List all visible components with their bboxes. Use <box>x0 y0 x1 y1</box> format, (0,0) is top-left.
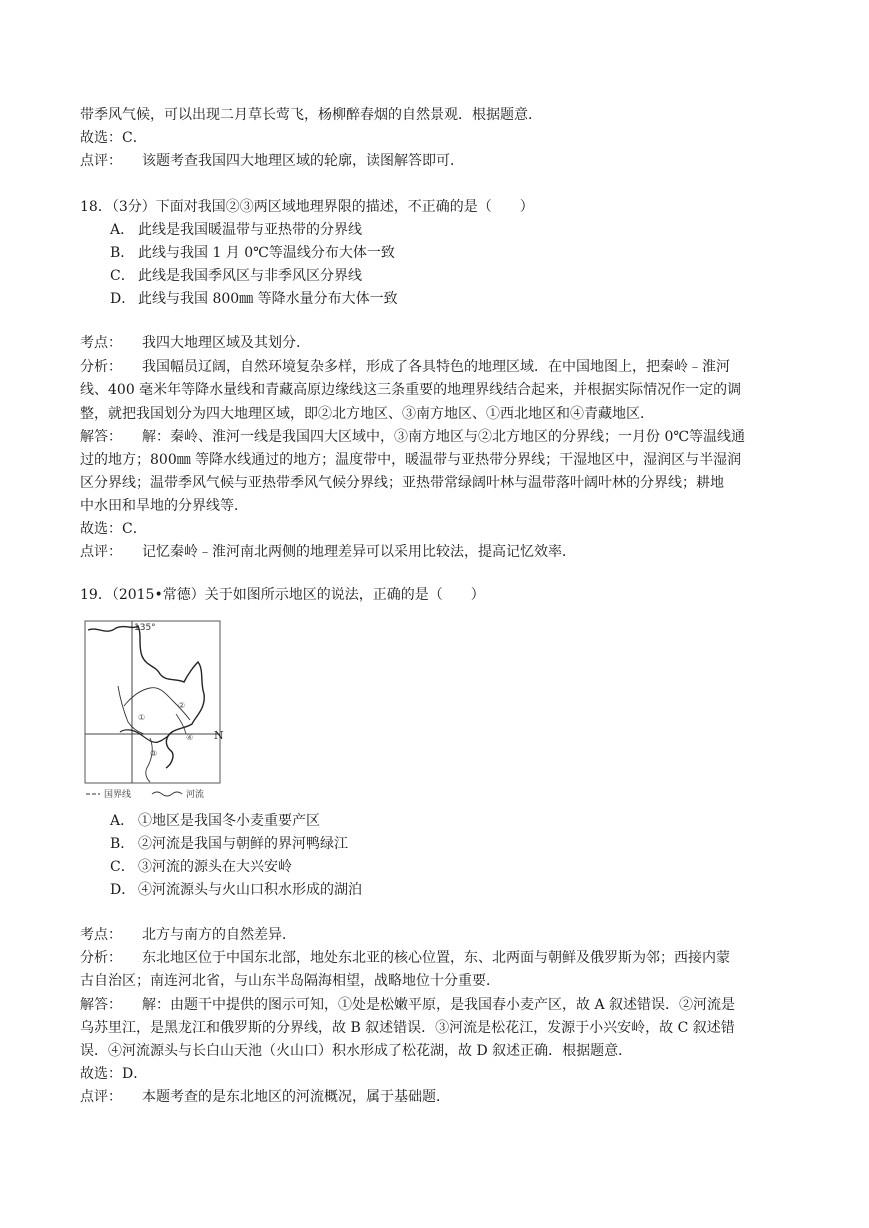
option-letter: D． <box>110 882 136 898</box>
option-letter: B． <box>110 836 135 852</box>
q19-answer: 故选：D． <box>80 1066 148 1082</box>
q18-option-c <box>110 266 362 286</box>
option-text: 此线是我国季风区与非季风区分界线 <box>138 268 362 284</box>
region-marker-4: ④ <box>186 733 194 742</box>
option-letter: A． <box>110 813 135 829</box>
q18-answer: 故选：C． <box>80 521 147 537</box>
q19-option-a <box>110 811 320 831</box>
q19-jieda-line-1 <box>80 995 735 1015</box>
q19-stem: 19．（2015•常德）关于如图所示地区的说法，正确的是（ ） <box>80 587 485 603</box>
legend-river-symbol <box>152 792 182 796</box>
q18-fenxi-line-2: 线、400 毫米年等降水量线和青藏高原边缘线这三条重要的地理界线结合起来，并根据实际情况作一定的调 <box>80 382 742 398</box>
map-legend <box>86 788 204 800</box>
kaodian-text: 我四大地理区域及其划分． <box>142 335 310 351</box>
q18-option-a <box>110 220 362 240</box>
q19-fenxi-line-1 <box>80 948 730 968</box>
comment-label: 点评： <box>80 1089 122 1105</box>
option-text: ③河流的源头在大兴安岭 <box>138 859 292 875</box>
q19-fenxi-line-2: 古自治区；南连河北省，与山东半岛隔海相望，战略地位十分重要． <box>80 973 500 989</box>
meridian-label: 135° <box>134 623 156 633</box>
option-text: 此线与我国 1 月 0℃等温线分布大体一致 <box>138 245 395 261</box>
q18-jieda-line-2: 过的地方；800㎜ 等降水线通过的地方；温度带中，暖温带与亚热带分界线；干湿地区中，湿润区与半湿润 <box>80 452 742 468</box>
q18-stem: 18．（3分）下面对我国②③两区域地理界限的描述，不正确的是（ ） <box>80 199 534 215</box>
legend-border-label: 国界线 <box>104 790 132 800</box>
river-3 <box>146 738 152 782</box>
kaodian-label: 考点： <box>80 927 122 943</box>
option-letter: C． <box>110 268 135 284</box>
fenxi-label: 分析： <box>80 950 122 966</box>
q19-jieda-line-3: 误．④河流源头与长白山天池（火山口）积水形成了松花湖，故 D 叙述正确．根据题意． <box>80 1043 633 1059</box>
option-letter: D． <box>110 291 136 307</box>
river-4 <box>176 714 186 734</box>
fenxi-text: 东北地区位于中国东北部，地处东北亚的核心位置，东、北两面与朝鲜及俄罗斯为邻；西接内蒙 <box>142 950 730 966</box>
jieda-label: 解答： <box>80 429 122 445</box>
river-2 <box>118 686 144 734</box>
option-text: 此线与我国 800㎜ 等降水量分布大体一致 <box>138 291 398 307</box>
comment-label: 点评： <box>80 544 122 560</box>
legend-river-label: 河流 <box>186 790 205 800</box>
q18-kaodian <box>80 333 310 353</box>
q18-fenxi-line-3: 整，就把我国划分为四大地理区域，即②北方地区、③南方地区、①西北地区和④青藏地区． <box>80 406 654 422</box>
map-frame <box>85 621 220 783</box>
fenxi-text: 我国幅员辽阔，自然环境复杂多样，形成了各具特色的地理区域．在中国地图上，把秦岭﹣淮河 <box>142 359 730 375</box>
prev-explanation-line: 带季风气候，可以出现二月草长莺飞，杨柳醉春烟的自然景观．根据题意． <box>80 107 542 123</box>
q18-fenxi-line-1 <box>80 357 730 377</box>
fenxi-label: 分析： <box>80 359 122 375</box>
q18-jieda-line-4: 中水田和旱地的分界线等． <box>80 498 248 514</box>
region-marker-1: ① <box>138 713 146 722</box>
option-letter: B． <box>110 245 135 261</box>
parallel-n-label: N <box>214 729 224 742</box>
option-text: ②河流是我国与朝鲜的界河鸭绿江 <box>138 836 348 852</box>
q18-option-b <box>110 243 395 263</box>
comment-label: 点评： <box>80 153 122 169</box>
option-letter: A． <box>110 222 135 238</box>
q19-option-d <box>110 880 362 900</box>
comment-text: 本题考查的是东北地区的河流概况，属于基础题． <box>142 1089 450 1105</box>
jieda-text: 解：秦岭、淮河一线是我国四大区域中，③南方地区与②北方地区的分界线；一月份 0℃等温线通 <box>142 429 746 445</box>
option-letter: C． <box>110 859 135 875</box>
q18-option-d <box>110 289 398 309</box>
northeast-region-map <box>80 616 230 806</box>
q18-jieda-line-3: 区分界线；温带季风气候与亚热带季风气候分界线；亚热带常绿阔叶林与温带落叶阔叶林的分界线；耕地 <box>80 475 724 491</box>
option-text: ①地区是我国冬小麦重要产区 <box>138 813 320 829</box>
q19-comment <box>80 1087 450 1107</box>
jieda-text: 解：由题干中提供的图示可知，①处是松嫩平原，是我国春小麦产区，故 A 叙述错误．②河流是 <box>142 997 736 1013</box>
q19-jieda-line-2: 乌苏里江，是黑龙江和俄罗斯的分界线，故 B 叙述错误．③河流是松花江，发源于小兴安岭，故 C 叙述错 <box>80 1020 735 1036</box>
kaodian-label: 考点： <box>80 335 122 351</box>
q19-option-c <box>110 857 292 877</box>
q18-comment <box>80 542 576 562</box>
region-marker-2: ② <box>178 701 186 710</box>
prev-comment <box>80 151 464 171</box>
q19-kaodian <box>80 925 296 945</box>
comment-text: 该题考查我国四大地理区域的轮廓，读图解答即可． <box>142 153 464 169</box>
national-border-west <box>120 730 172 743</box>
jieda-label: 解答： <box>80 997 122 1013</box>
q19-option-b <box>110 834 348 854</box>
national-border <box>88 626 204 768</box>
region-marker-3: ③ <box>150 749 158 758</box>
kaodian-text: 北方与南方的自然差异． <box>142 927 296 943</box>
comment-text: 记忆秦岭﹣淮河南北两侧的地理差异可以采用比较法，提高记忆效率． <box>142 544 576 560</box>
prev-answer: 故选：C． <box>80 130 147 146</box>
option-text: 此线是我国暖温带与亚热带的分界线 <box>138 222 362 238</box>
q18-jieda-line-1 <box>80 427 745 447</box>
option-text: ④河流源头与火山口积水形成的湖泊 <box>138 882 362 898</box>
